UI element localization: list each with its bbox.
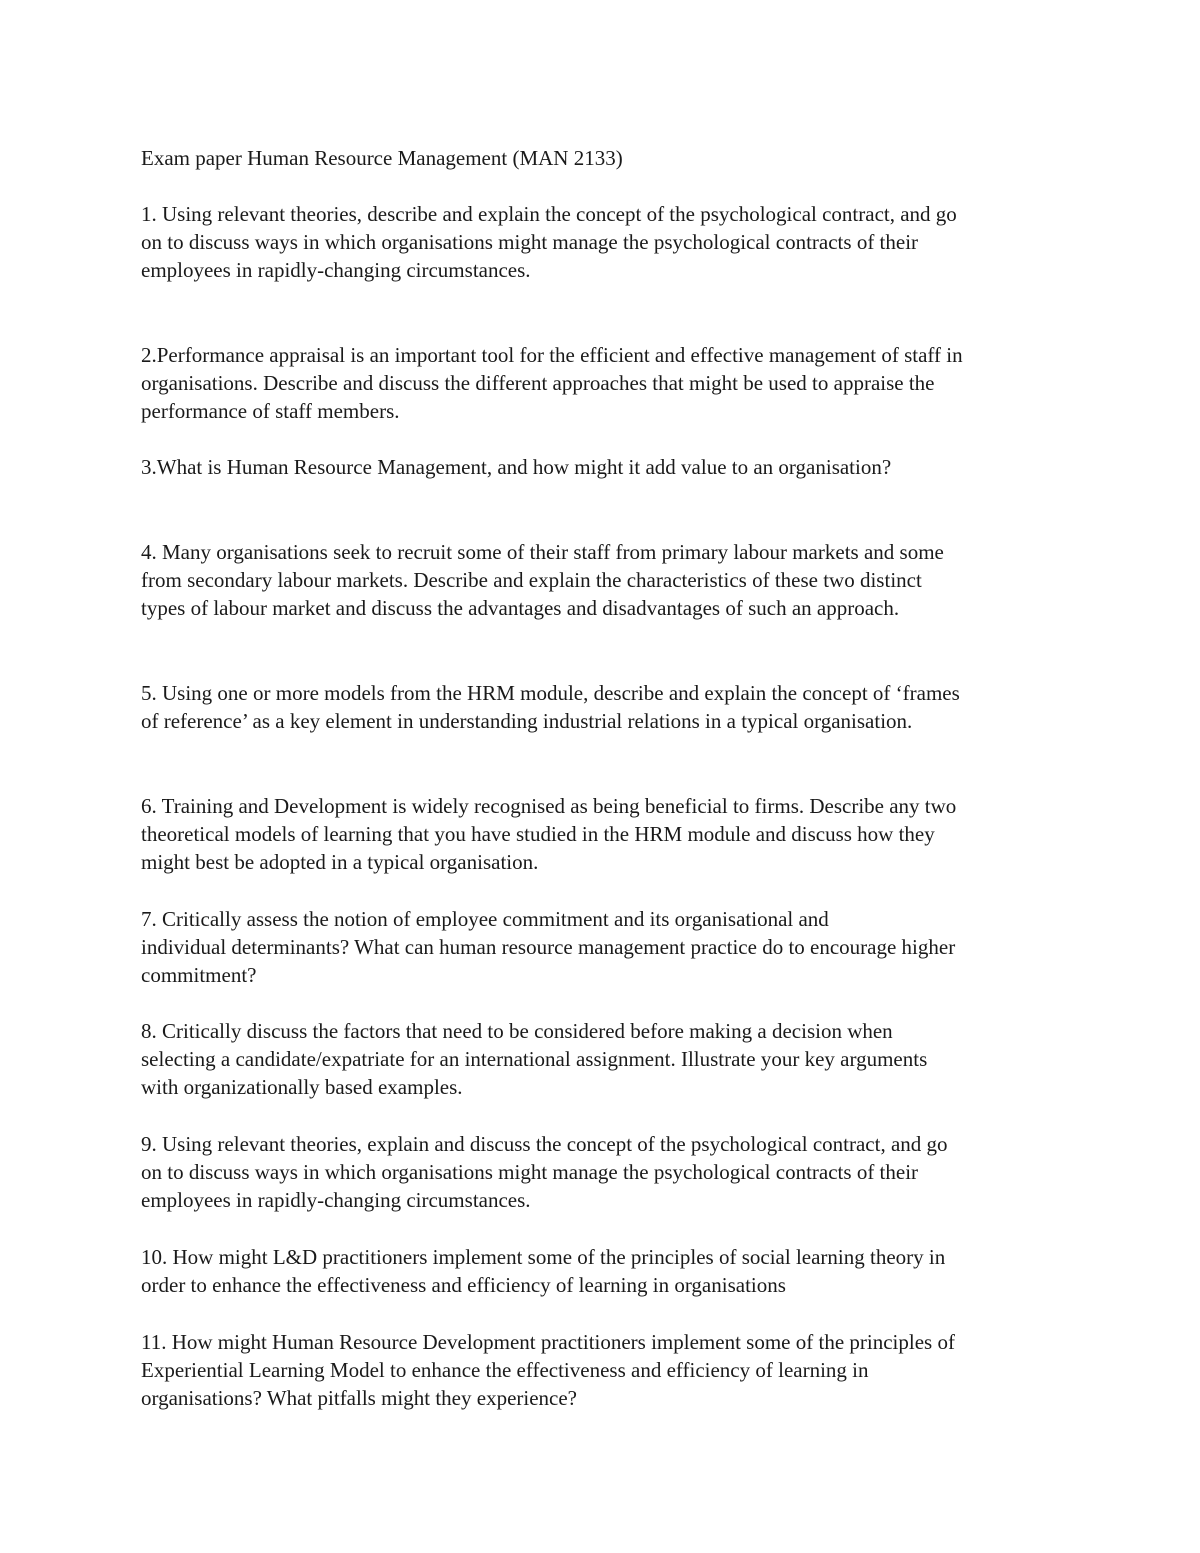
question-5-line-2: of reference’ as a key element in understanding industrial relations in a typical organisation. bbox=[141, 709, 913, 733]
question-11-line-1: 11. How might Human Resource Development practitioners implement some of the principles of bbox=[141, 1330, 955, 1354]
question-4-line-2: from secondary labour markets. Describe and explain the characteristics of these two distinct bbox=[141, 568, 922, 592]
question-1-line-3: employees in rapidly-changing circumstances. bbox=[141, 258, 531, 282]
question-6-line-2: theoretical models of learning that you have studied in the HRM module and discuss how they bbox=[141, 822, 935, 846]
question-7-line-3: commitment? bbox=[141, 963, 257, 987]
question-9-line-3: employees in rapidly-changing circumstances. bbox=[141, 1188, 531, 1212]
question-5-line-1: 5. Using one or more models from the HRM module, describe and explain the concept of ‘frames bbox=[141, 681, 960, 705]
document-title: Exam paper Human Resource Management (MAN 2133) bbox=[141, 146, 623, 170]
question-11-line-3: organisations? What pitfalls might they experience? bbox=[141, 1386, 578, 1410]
question-1-line-1: 1. Using relevant theories, describe and explain the concept of the psychological contract, and go bbox=[141, 202, 957, 226]
question-3-line-1: 3.What is Human Resource Management, and how might it add value to an organisation? bbox=[141, 455, 892, 479]
question-10-line-1: 10. How might L&D practitioners implement some of the principles of social learning theory in bbox=[141, 1245, 946, 1269]
question-11-line-2: Experiential Learning Model to enhance the effectiveness and efficiency of learning in bbox=[141, 1358, 869, 1382]
question-9-line-1: 9. Using relevant theories, explain and discuss the concept of the psychological contract, and go bbox=[141, 1132, 948, 1156]
question-4-line-1: 4. Many organisations seek to recruit some of their staff from primary labour markets and some bbox=[141, 540, 944, 564]
question-4-line-3: types of labour market and discuss the advantages and disadvantages of such an approach. bbox=[141, 596, 900, 620]
question-7-line-2: individual determinants? What can human resource management practice do to encourage higher bbox=[141, 935, 956, 959]
question-6-line-3: might best be adopted in a typical organisation. bbox=[141, 850, 539, 874]
question-6-line-1: 6. Training and Development is widely recognised as being beneficial to firms. Describe any two bbox=[141, 794, 957, 818]
question-1-line-2: on to discuss ways in which organisations might manage the psychological contracts of their bbox=[141, 230, 919, 254]
question-2-line-3: performance of staff members. bbox=[141, 399, 400, 423]
question-10-line-2: order to enhance the effectiveness and efficiency of learning in organisations bbox=[141, 1273, 786, 1297]
question-8-line-3: with organizationally based examples. bbox=[141, 1075, 463, 1099]
question-2-line-1: 2.Performance appraisal is an important tool for the efficient and effective management of staff in bbox=[141, 343, 963, 367]
question-8-line-2: selecting a candidate/expatriate for an international assignment. Illustrate your key arguments bbox=[141, 1047, 928, 1071]
question-9-line-2: on to discuss ways in which organisations might manage the psychological contracts of their bbox=[141, 1160, 919, 1184]
question-2-line-2: organisations. Describe and discuss the different approaches that might be used to appraise the bbox=[141, 371, 935, 395]
question-8-line-1: 8. Critically discuss the factors that need to be considered before making a decision when bbox=[141, 1019, 893, 1043]
question-7-line-1: 7. Critically assess the notion of employee commitment and its organisational and bbox=[141, 907, 829, 931]
